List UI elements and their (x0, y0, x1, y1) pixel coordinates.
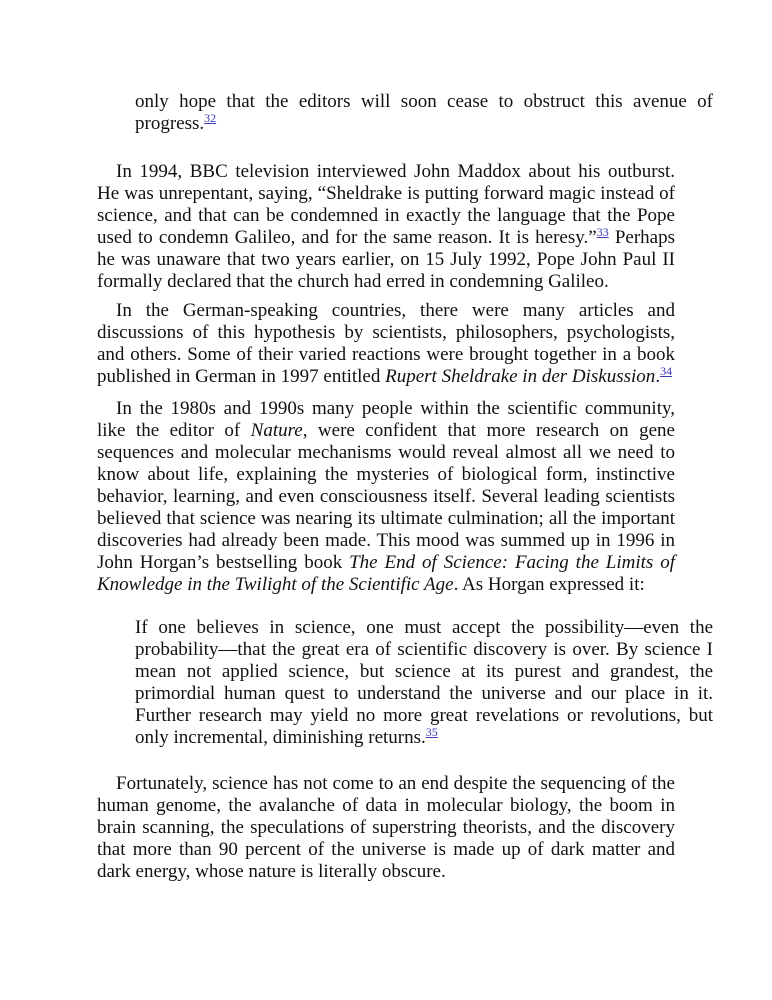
quote-2-text: If one believes in science, one must accept the possibility—even the probability—that the great era of scientific discovery is over. By science I mean not applied science, but science at its purest and grandest, the primordial human quest to understand the universe and our place in it. Further research may yield no more great revelations or revolutions, but only incremental, diminishing returns. (135, 617, 713, 748)
paragraph-1-text-b: Perhaps he was unaware that two years earlier, on 15 July 1992, Pope John Paul II formally declared that the church had erred in condemning Galileo. (97, 227, 676, 292)
book-title-end-of-science: The End of Science: Facing the Limits of Knowledge in the Twilight of the Scientific Age (97, 552, 675, 595)
footnote-35[interactable] (426, 725, 438, 739)
journal-title-nature: Nature, (250, 420, 308, 441)
footnote-32-link[interactable]: 32 (204, 111, 217, 125)
paragraph-4 (97, 773, 675, 883)
paragraph-4-text: Fortunately, science has not come to an end despite the sequencing of the human genome, the avalanche of data in molecular biology, the boom in brain scanning, the speculations of superstring theorists, and the discovery that more than 90 percent of the universe is made up of dark matter and dark energy, whose nature is literally obscure. (97, 773, 675, 882)
paragraph-3 (97, 398, 675, 596)
footnote-33-link[interactable]: 33 (596, 225, 609, 239)
paragraph-3-text-a: In the 1980s and 1990s many people within the scientific community, like the editor of (97, 398, 675, 441)
footnote-34-link[interactable]: 34 (660, 364, 673, 378)
footnote-35-link[interactable]: 35 (425, 725, 438, 739)
paragraph-2-text-a: In the German-speaking countries, there were many articles and discussions of this hypothesis by scientists, philosophers, psychologists, and others. Some of their varied reactions were brought together in a book published in German in 1997 entitled (97, 300, 675, 387)
footnote-32[interactable] (204, 111, 216, 125)
book-title-diskussion: Rupert Sheldrake in der Diskussion (385, 366, 656, 387)
block-quote-2 (97, 617, 713, 749)
paragraph-1 (97, 161, 675, 293)
paragraph-1-text-a: In 1994, BBC television interviewed John Maddox about his outburst. He was unrepentant, saying, “Sheldrake is putting forward magic instead of science, and that can be condemned in exactly the language that the Pope used to condemn Galileo, and for the same reason. It is heresy.” (97, 161, 675, 248)
footnote-33[interactable] (597, 225, 609, 239)
block-quote-1 (97, 91, 713, 135)
paragraph-2-text-b: . (655, 366, 661, 387)
quote-1-text: only hope that the editors will soon cease to obstruct this avenue of progress. (135, 91, 713, 134)
paragraph-2 (97, 300, 675, 388)
paragraph-3-text-b: were confident that more research on gene sequences and molecular mechanisms would reveal almost all we need to know about life, explaining the mysteries of biological form, instinctive behavior, learning, and even consciousness itself. Several leading scientists believed that science was nearing its ultimate culmination; all the important discoveries had already been made. This mood was summed up in 1996 in John Horgan’s bestselling book (97, 420, 675, 573)
paragraph-3-text-c: . As Horgan expressed it: (453, 574, 645, 595)
footnote-34[interactable] (660, 364, 672, 378)
